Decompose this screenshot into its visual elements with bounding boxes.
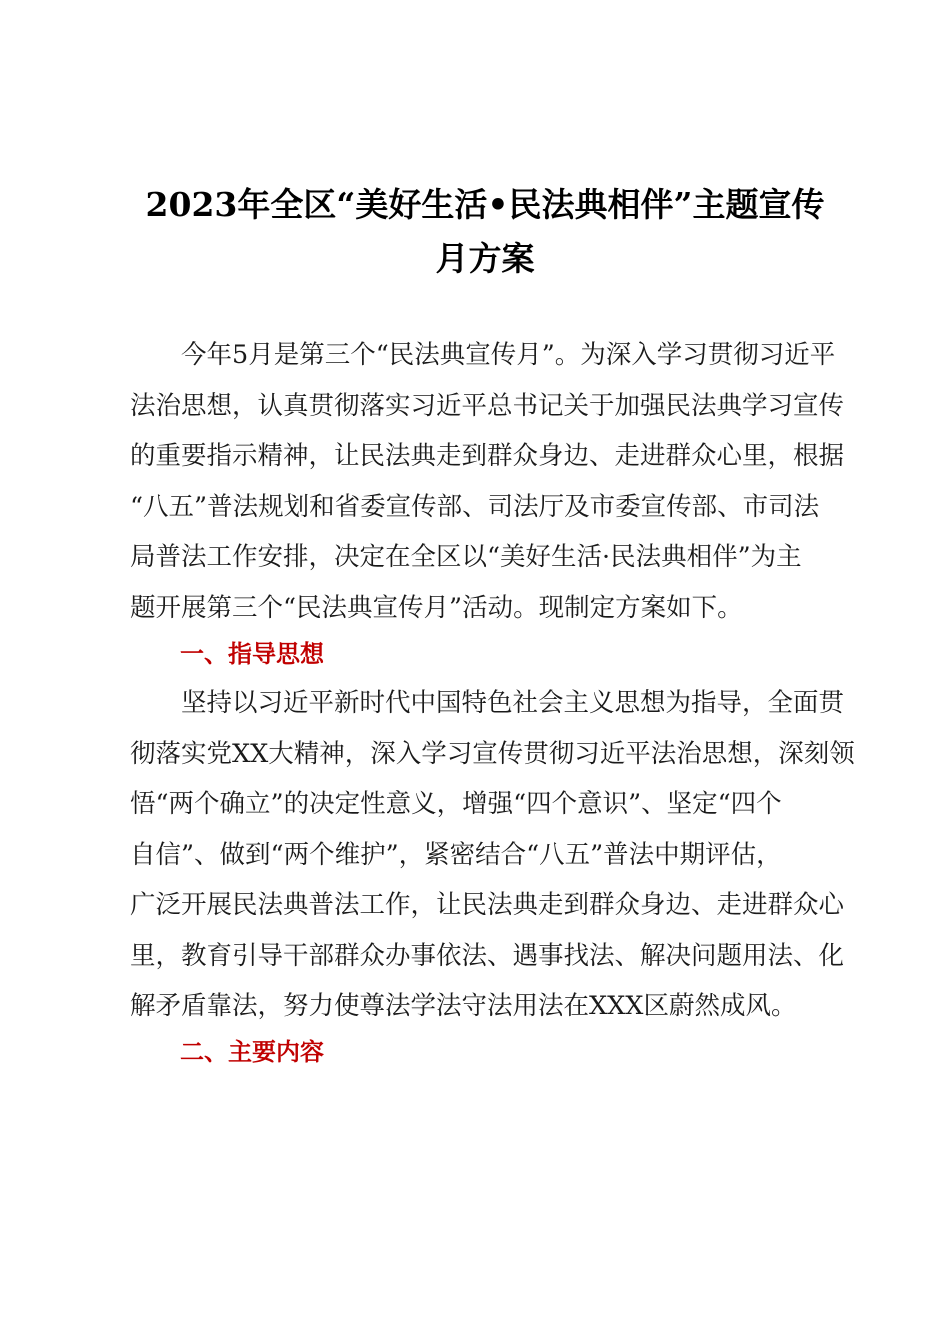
paragraph-line: 彻落实党XX大精神，深入学习宣传贯彻习近平法治思想，深刻领 — [130, 738, 855, 769]
paragraph-line: “八五”普法规划和省委宣传部、司法厅及市委宣传部、市司法 — [130, 491, 820, 522]
paragraph-line: 里，教育引导干部群众办事依法、遇事找法、解决问题用法、化 — [130, 940, 845, 971]
title-line: 月方案 — [435, 239, 535, 278]
guiding-ideology-paragraph — [130, 678, 855, 1032]
paragraph-line: 悟“两个确立”的决定性意义，增强“四个意识”、坚定“四个 — [130, 789, 782, 819]
title-line: 2023年全区“美好生活•民法典相伴”主题宣传 — [145, 185, 825, 224]
paragraph-line: 坚持以习近平新时代中国特色社会主义思想为指导，全面贯 — [130, 688, 845, 718]
paragraph-line: 题开展第三个“民法典宣传月”活动。现制定方案如下。 — [130, 592, 743, 623]
paragraph-line: 法治思想，认真贯彻落实习近平总书记关于加强民法典学习宣传 — [130, 390, 845, 421]
paragraph-line: 自信”、做到“两个维护”，紧密结合“八五”普法中期评估， — [130, 839, 782, 870]
paragraph-line: 解矛盾靠法，努力使尊法学法守法用法在XXX区蔚然成风。 — [130, 991, 797, 1021]
paragraph-line: 局普法工作安排，决定在全区以“美好生活·民法典相伴”为主 — [130, 542, 802, 572]
section-heading-guiding-ideology: 一、指导思想 — [180, 640, 324, 668]
section-heading-main-content: 二、主要内容 — [180, 1038, 324, 1066]
paragraph-line: 的重要指示精神，让民法典走到群众身边、走进群众心里，根据 — [130, 441, 845, 471]
paragraph-line: 广泛开展民法典普法工作，让民法典走到群众身边、走进群众心 — [130, 890, 845, 920]
document-title — [110, 178, 860, 286]
paragraph-line: 今年5月是第三个“民法典宣传月”。为深入学习贯彻习近平 — [130, 340, 836, 370]
intro-paragraph — [130, 330, 850, 633]
